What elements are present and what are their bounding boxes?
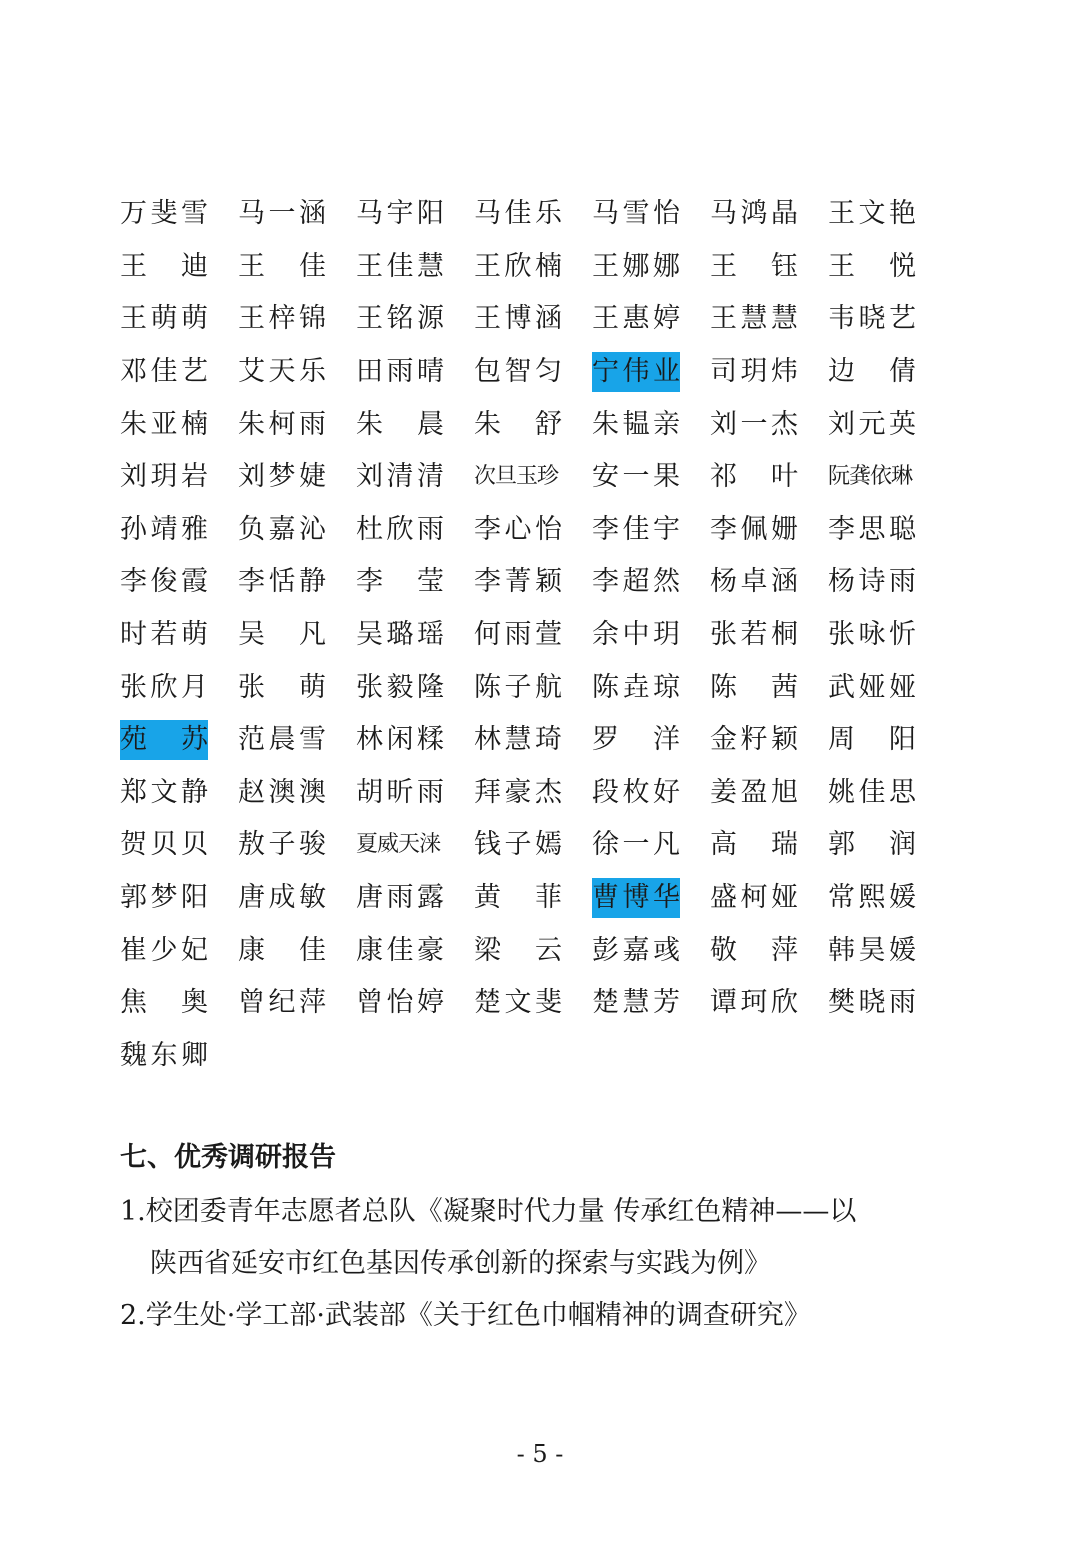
section-title: 七、优秀调研报告 — [120, 1142, 336, 1173]
name-entry: 高 瑞 — [710, 829, 798, 861]
name-entry: 杨 卓 涵 — [710, 566, 798, 598]
name-entry: 康 佳 豪 — [356, 934, 444, 966]
name-entry: 楚 慧 芳 — [592, 987, 680, 1019]
name-entry: 曹 博 华 — [592, 878, 680, 918]
name-entry: 韩 昊 媛 — [828, 934, 916, 966]
name-entry: 郑 文 静 — [120, 776, 208, 808]
name-entry: 余 中 玥 — [592, 619, 680, 651]
name-entry: 康 佳 — [238, 934, 326, 966]
name-entry: 谭 珂 欣 — [710, 987, 798, 1019]
name-entry: 刘 元 英 — [828, 408, 916, 440]
name-entry: 艾 天 乐 — [238, 356, 326, 388]
page-number: - 5 - — [516, 1440, 564, 1468]
name-entry: 马 雪 怡 — [592, 198, 680, 230]
name-entry: 黄 菲 — [474, 882, 562, 914]
name-entry: 时 若 萌 — [120, 619, 208, 651]
name-entry: 李 恬 静 — [238, 566, 326, 598]
name-entry: 贺 贝 贝 — [120, 829, 208, 861]
name-entry: 祁 叶 — [710, 461, 798, 493]
name-entry: 次旦玉珍 — [474, 464, 559, 490]
name-entry: 张 毅 隆 — [356, 671, 444, 703]
name-entry: 陈 垚 琼 — [592, 671, 680, 703]
name-entry: 郭 润 — [828, 829, 916, 861]
name-entry: 唐 成 敏 — [238, 882, 326, 914]
name-entry: 陈 茜 — [710, 671, 798, 703]
name-entry: 常 熙 媛 — [828, 882, 916, 914]
name-entry: 武 娅 娅 — [828, 671, 916, 703]
report-title-continuation: 陕西省延安市红色基因传承创新的探索与实践为例》 — [150, 1248, 771, 1279]
report-number: 2. — [120, 1300, 146, 1331]
report-title-line: 校团委青年志愿者总队《凝聚时代力量 传承红色精神——以 — [145, 1196, 857, 1227]
name-entry: 邓 佳 艺 — [120, 356, 208, 388]
name-entry: 王 欣 楠 — [474, 250, 562, 282]
name-entry: 金 籽 颖 — [710, 724, 798, 756]
name-entry: 林 慧 琦 — [474, 724, 562, 756]
name-entry: 王 萌 萌 — [120, 303, 208, 335]
name-entry: 张 咏 忻 — [828, 619, 916, 651]
name-entry: 马 佳 乐 — [474, 198, 562, 230]
name-entry: 崔 少 妃 — [120, 934, 208, 966]
name-entry: 钱 子 嫣 — [474, 829, 562, 861]
name-entry: 姜 盈 旭 — [710, 776, 798, 808]
name-entry: 周 阳 — [828, 724, 916, 756]
name-entry: 万 斐 雪 — [120, 198, 208, 230]
report-title-line: 学生处·学工部·武装部《关于红色巾帼精神的调查研究》 — [145, 1300, 811, 1331]
name-entry: 张 萌 — [238, 671, 326, 703]
report-item-1 — [120, 1186, 960, 1290]
name-entry: 朱 晨 — [356, 408, 444, 440]
honoree-name-list — [120, 188, 940, 1082]
name-entry: 杨 诗 雨 — [828, 566, 916, 598]
name-entry: 范 晨 雪 — [238, 724, 326, 756]
name-entry: 敖 子 骏 — [238, 829, 326, 861]
name-entry: 负 嘉 沁 — [238, 513, 326, 545]
name-entry: 敬 萍 — [710, 934, 798, 966]
name-entry: 苑 苏 — [120, 720, 208, 760]
name-entry: 韦 晓 艺 — [828, 303, 916, 335]
name-entry: 王 博 涵 — [474, 303, 562, 335]
name-entry: 宁 伟 业 — [592, 352, 680, 392]
name-entry: 王 铭 源 — [356, 303, 444, 335]
name-entry: 李 佩 姗 — [710, 513, 798, 545]
name-entry: 曾 纪 萍 — [238, 987, 326, 1019]
name-entry: 段 枚 好 — [592, 776, 680, 808]
name-entry: 马 一 涵 — [238, 198, 326, 230]
name-entry: 刘 一 杰 — [710, 408, 798, 440]
name-entry: 朱 亚 楠 — [120, 408, 208, 440]
name-entry: 王 钰 — [710, 250, 798, 282]
name-entry: 楚 文 斐 — [474, 987, 562, 1019]
name-entry: 司 玥 炜 — [710, 356, 798, 388]
name-entry: 朱 柯 雨 — [238, 408, 326, 440]
name-entry: 王 娜 娜 — [592, 250, 680, 282]
name-entry: 王 惠 婷 — [592, 303, 680, 335]
name-entry: 包 智 匀 — [474, 356, 562, 388]
name-entry: 樊 晓 雨 — [828, 987, 916, 1019]
name-entry: 王 迪 — [120, 250, 208, 282]
report-number: 1. — [120, 1196, 146, 1227]
name-entry: 李 超 然 — [592, 566, 680, 598]
name-entry: 彭 嘉 彧 — [592, 934, 680, 966]
name-entry: 何 雨 萱 — [474, 619, 562, 651]
name-entry: 张 欣 月 — [120, 671, 208, 703]
name-entry: 王 梓 锦 — [238, 303, 326, 335]
name-entry: 胡 昕 雨 — [356, 776, 444, 808]
name-entry: 李 思 聪 — [828, 513, 916, 545]
name-entry: 吴 凡 — [238, 619, 326, 651]
name-entry: 李 心 怡 — [474, 513, 562, 545]
name-entry: 王 佳 — [238, 250, 326, 282]
name-entry: 罗 洋 — [592, 724, 680, 756]
name-entry: 李 莹 — [356, 566, 444, 598]
name-entry: 林 闲 糅 — [356, 724, 444, 756]
name-entry: 陈 子 航 — [474, 671, 562, 703]
name-entry: 张 若 桐 — [710, 619, 798, 651]
name-entry: 姚 佳 思 — [828, 776, 916, 808]
name-entry: 朱 舒 — [474, 408, 562, 440]
name-entry: 唐 雨 露 — [356, 882, 444, 914]
name-entry: 拜 豪 杰 — [474, 776, 562, 808]
name-entry: 梁 云 — [474, 934, 562, 966]
name-entry: 夏威天涞 — [356, 832, 441, 858]
name-entry: 阮龚依琳 — [828, 464, 913, 490]
report-item-2 — [120, 1290, 960, 1342]
name-entry: 盛 柯 娅 — [710, 882, 798, 914]
name-entry: 杜 欣 雨 — [356, 513, 444, 545]
name-entry: 刘 梦 婕 — [238, 461, 326, 493]
name-entry: 孙 靖 雅 — [120, 513, 208, 545]
name-entry: 李 菁 颖 — [474, 566, 562, 598]
name-entry: 王 慧 慧 — [710, 303, 798, 335]
name-entry: 边 倩 — [828, 356, 916, 388]
name-entry: 李 俊 霞 — [120, 566, 208, 598]
name-entry: 朱 韫 亲 — [592, 408, 680, 440]
name-entry: 焦 奥 — [120, 987, 208, 1019]
name-entry: 马 鸿 晶 — [710, 198, 798, 230]
name-entry: 刘 清 清 — [356, 461, 444, 493]
name-entry: 李 佳 宇 — [592, 513, 680, 545]
name-entry: 王 悦 — [828, 250, 916, 282]
name-entry: 郭 梦 阳 — [120, 882, 208, 914]
name-entry: 魏 东 卿 — [120, 1039, 208, 1071]
name-entry: 马 宇 阳 — [356, 198, 444, 230]
name-entry: 吴 璐 瑶 — [356, 619, 444, 651]
name-entry: 曾 怡 婷 — [356, 987, 444, 1019]
name-entry: 赵 澳 澳 — [238, 776, 326, 808]
name-entry: 王 佳 慧 — [356, 250, 444, 282]
name-entry: 田 雨 晴 — [356, 356, 444, 388]
name-entry: 刘 玥 岩 — [120, 461, 208, 493]
name-entry: 徐 一 凡 — [592, 829, 680, 861]
name-entry: 安 一 果 — [592, 461, 680, 493]
name-entry: 王 文 艳 — [828, 198, 916, 230]
